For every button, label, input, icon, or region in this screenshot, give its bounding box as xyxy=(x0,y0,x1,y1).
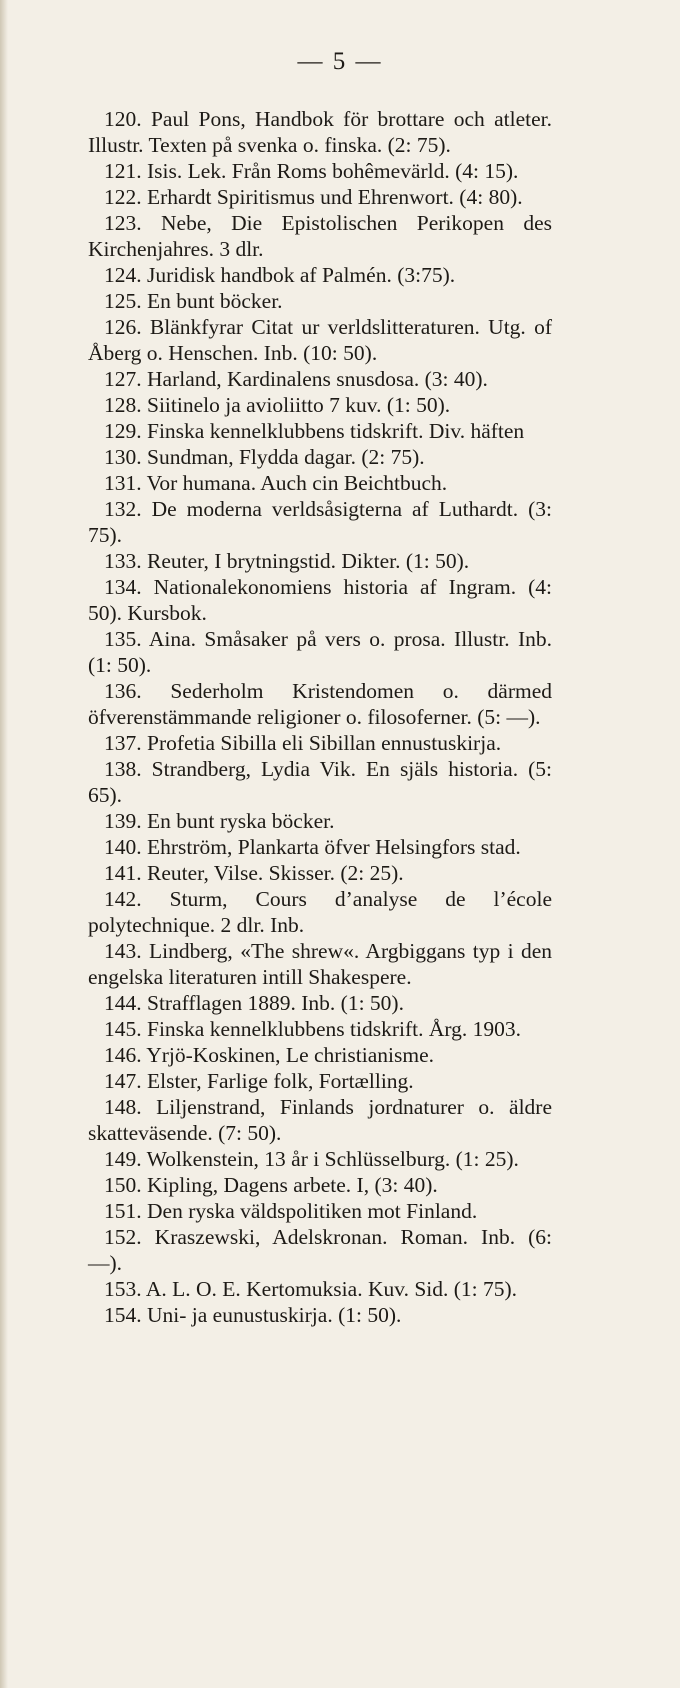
catalogue-entry-128: 128. Siitinelo ja avioliitto 7 kuv. (1: 50). xyxy=(104,393,451,417)
catalogue-entry-137: 137. Profetia Sibilla eli Sibillan ennustuskirja. xyxy=(104,731,502,755)
catalogue-entry-135: 135. Aina. Småsaker på vers o. prosa. Illustr. Inb. (1: 50). xyxy=(88,627,552,677)
catalogue-entry-149: 149. Wolkenstein, 13 år i Schlüsselburg. (1: 25). xyxy=(104,1147,519,1171)
catalogue-entry-121: 121. Isis. Lek. Från Roms bohêmevärld. (4: 15). xyxy=(104,159,519,183)
catalogue-entry-140: 140. Ehrström, Plankarta öfver Helsingfors stad. xyxy=(104,835,521,859)
catalogue-entry-130: 130. Sundman, Flydda dagar. (2: 75). xyxy=(104,445,425,469)
catalogue-entry-139: 139. En bunt ryska böcker. xyxy=(104,809,335,833)
catalogue-entry-133: 133. Reuter, I brytningstid. Dikter. (1: 50). xyxy=(104,549,470,573)
entry-list xyxy=(88,106,552,1328)
catalogue-entry-150: 150. Kipling, Dagens arbete. I, (3: 40). xyxy=(104,1173,438,1197)
catalogue-entry-144: 144. Strafflagen 1889. Inb. (1: 50). xyxy=(104,991,404,1015)
page-edge-shadow xyxy=(0,0,8,1688)
catalogue-entry-138: 138. Strandberg, Lydia Vik. En själs historia. (5: 65). xyxy=(88,757,552,807)
catalogue-entry-129: 129. Finska kennelklubbens tidskrift. Div. häften xyxy=(104,419,525,443)
catalogue-entry-147: 147. Elster, Farlige folk, Fortælling. xyxy=(104,1069,414,1093)
catalogue-entry-145: 145. Finska kennelklubbens tidskrift. Årg. 1903. xyxy=(104,1017,522,1041)
catalogue-entry-154: 154. Uni- ja eunustuskirja. (1: 50). xyxy=(104,1303,402,1327)
catalogue-entry-134: 134. Nationalekonomiens historia af Ingram. (4: 50). Kursbok. xyxy=(88,575,552,625)
catalogue-entry-151: 151. Den ryska väldspolitiken mot Finland. xyxy=(104,1199,478,1223)
catalogue-entry-122: 122. Erhardt Spiritismus und Ehrenwort. (4: 80). xyxy=(104,185,523,209)
catalogue-entry-152: 152. Kraszewski, Adelskronan. Roman. Inb. (6: —). xyxy=(88,1225,552,1275)
catalogue-entry-136: 136. Sederholm Kristendomen o. därmed öfverenstämmande religioner o. filosoferner. (5: —). xyxy=(88,679,552,729)
catalogue-entry-123: 123. Nebe, Die Epistolischen Perikopen des Kirchenjahres. 3 dlr. xyxy=(88,211,552,261)
catalogue-entry-148: 148. Liljenstrand, Finlands jordnaturer o. äldre skatteväsende. (7: 50). xyxy=(88,1095,552,1145)
catalogue-entry-141: 141. Reuter, Vilse. Skisser. (2: 25). xyxy=(104,861,404,885)
catalogue-entry-146: 146. Yrjö-Koskinen, Le christianisme. xyxy=(104,1043,434,1067)
catalogue-entry-124: 124. Juridisk handbok af Palmén. (3:75). xyxy=(104,263,456,287)
catalogue-entry-132: 132. De moderna verldsåsigterna af Luthardt. (3: 75). xyxy=(88,497,552,547)
catalogue-entry-131: 131. Vor humana. Auch cin Beichtbuch. xyxy=(104,471,448,495)
catalogue-entry-120: 120. Paul Pons, Handbok för brottare och atleter. Illustr. Texten på svenka o. finska. (2: 75). xyxy=(88,107,552,157)
catalogue-entry-127: 127. Harland, Kardinalens snusdosa. (3: 40). xyxy=(104,367,488,391)
catalogue-entry-143: 143. Lindberg, «The shrew«. Argbiggans typ i den engelska literaturen intill Shakespere. xyxy=(88,939,552,989)
catalogue-entry-153: 153. A. L. O. E. Kertomuksia. Kuv. Sid. (1: 75). xyxy=(104,1277,518,1301)
catalogue-entry-142: 142. Sturm, Cours d’analyse de l’école polytechnique. 2 dlr. Inb. xyxy=(88,887,552,937)
catalogue-entry-126: 126. Blänkfyrar Citat ur verldslitteraturen. Utg. of Åberg o. Henschen. Inb. (10: 50). xyxy=(88,315,552,365)
catalogue-entry-125: 125. En bunt böcker. xyxy=(104,289,283,313)
page-number: — 5 — xyxy=(297,48,383,75)
